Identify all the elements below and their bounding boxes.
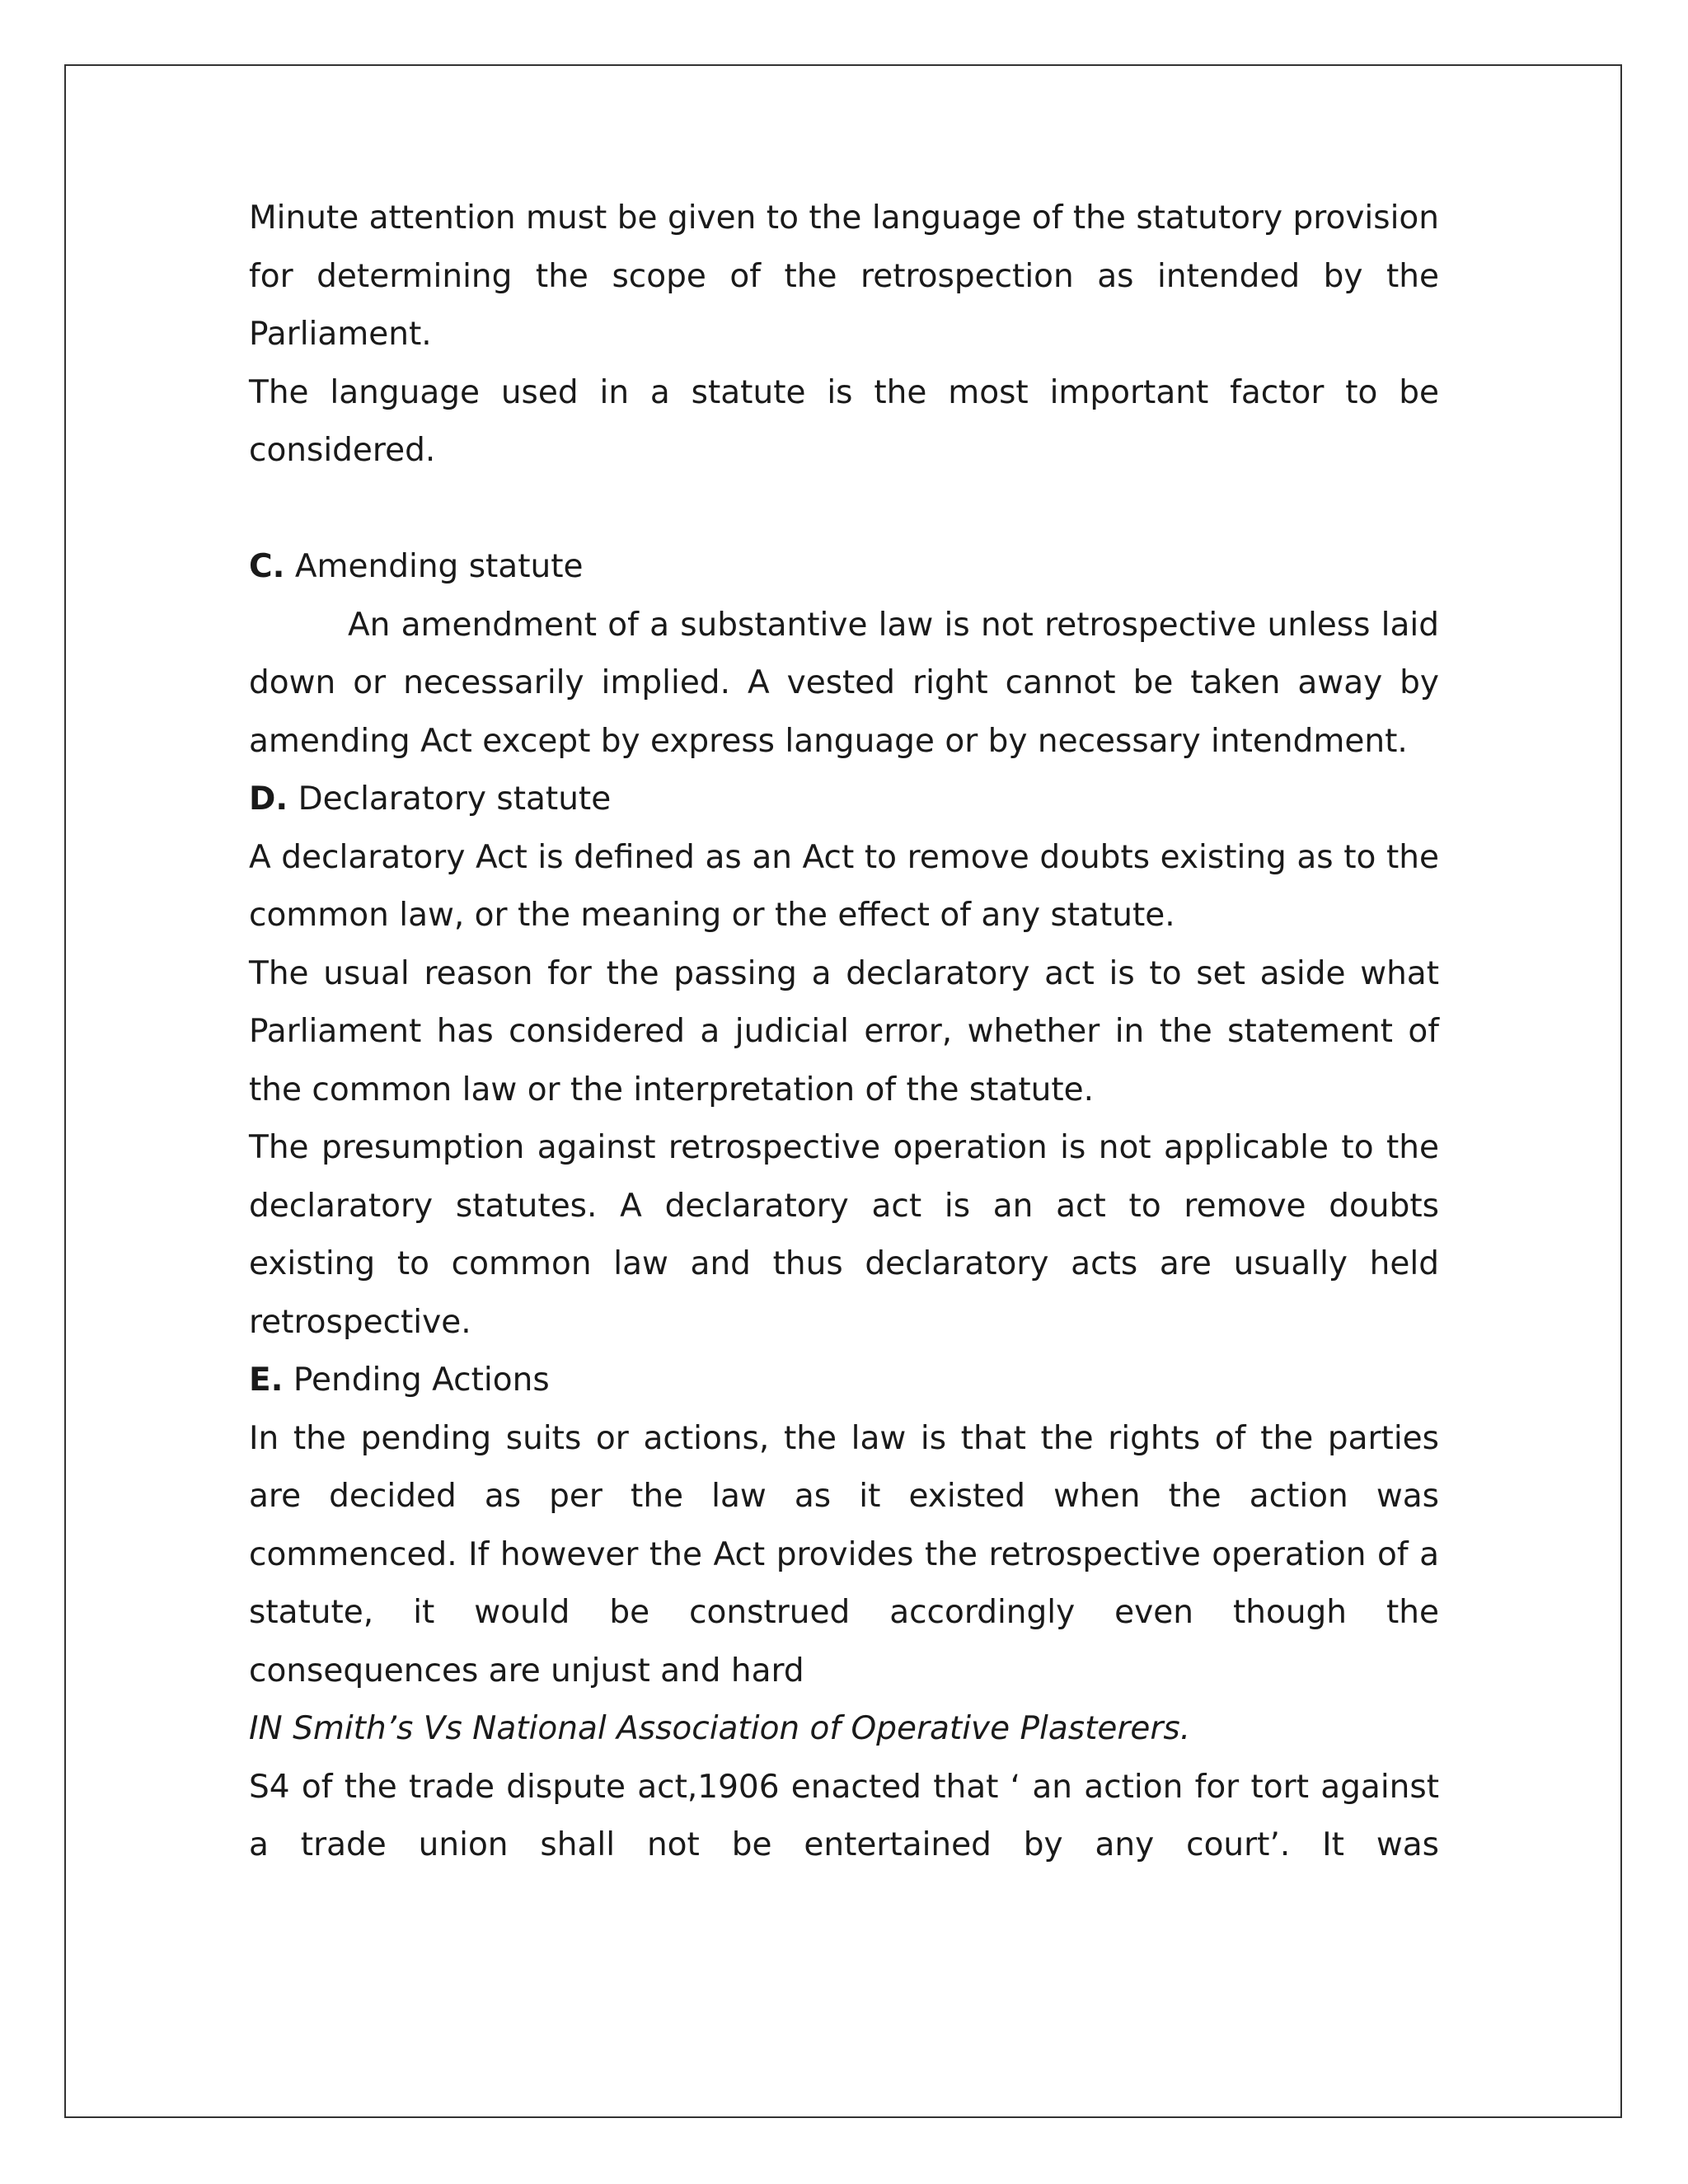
heading-title: Pending Actions — [293, 1361, 550, 1399]
heading-pending-actions — [249, 1352, 1439, 1410]
paragraph-pending-suits: In the pending suits or actions, the law is that the rights of the parties are decided as per the law as it existed when the action was commenced. If however the Act provides the retrospective operation of a statute, it would be construed accordingly even though the consequences are unjust and hard — [249, 1419, 1439, 1690]
heading-letter: E. — [249, 1361, 284, 1399]
heading-declaratory-statute — [249, 771, 1439, 829]
paragraph-minute-attention: Minute attention must be given to the language of the statutory provision for determining the scope of the retrospection as intended by the Parliament. — [249, 199, 1439, 353]
paragraph-presumption: The presumption against retrospective operation is not applicable to the declaratory statutes. A declaratory act is an act to remove doubts existing to common law and thus declaratory acts are usually held retrospective. — [249, 1129, 1439, 1341]
paragraph-usual-reason: The usual reason for the passing a declaratory act is to set aside what Parliament has considered a judicial error, whether in the statement of the common law or the interpretation of the statute. — [249, 954, 1439, 1108]
blank-line — [249, 480, 1439, 539]
heading-letter: D. — [249, 780, 288, 818]
paragraph-language-used: The language used in a statute is the most important factor to be considered. — [249, 373, 1439, 469]
heading-letter: C. — [249, 548, 285, 585]
heading-amending-statute — [249, 538, 1439, 597]
heading-title: Declaratory statute — [298, 780, 612, 818]
paragraph-amendment: An amendment of a substantive law is not retrospective unless laid down or necessarily implied. A vested right cannot be taken away by amending Act except by express language or by necessary intendment. — [249, 606, 1439, 760]
document-body — [249, 190, 1439, 1875]
heading-title: Amending statute — [294, 548, 584, 585]
case-title: IN Smith’s Vs National Association of Operative Plasterers. — [249, 1710, 1191, 1747]
paragraph-declaratory-definition: A declaratory Act is defined as an Act to remove doubts existing as to the common law, or the meaning or the effect of any statute. — [249, 838, 1439, 934]
paragraph-trade-dispute: S4 of the trade dispute act,1906 enacted that ‘ an action for tort against a trade union shall not be entertained by any court’. It was — [249, 1768, 1439, 1863]
